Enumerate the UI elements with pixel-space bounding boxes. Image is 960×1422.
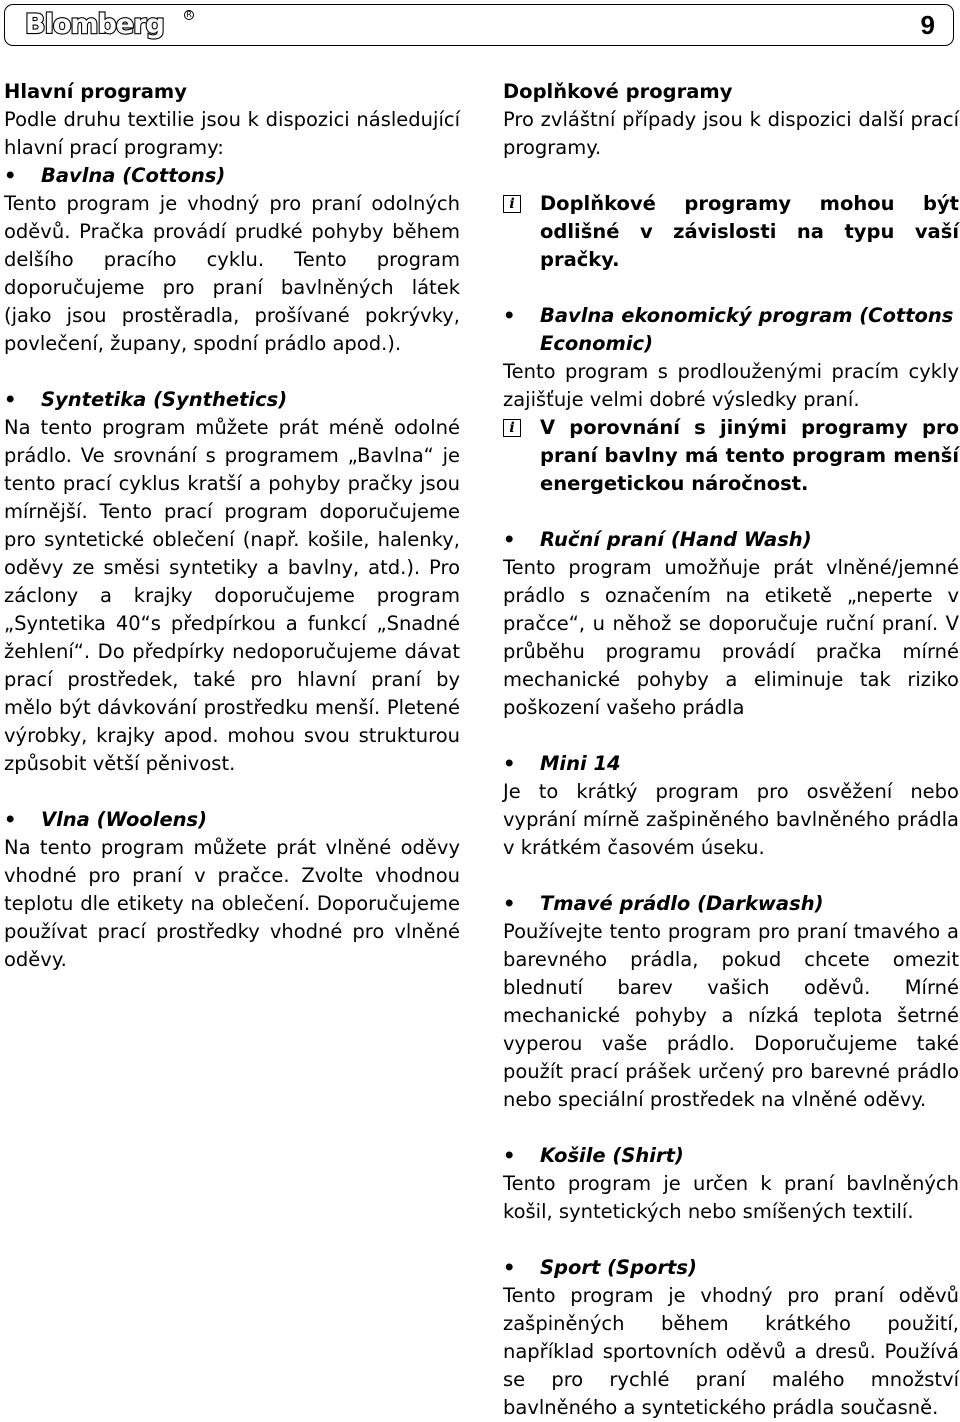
cottons-text: Tento program je vhodný pro praní odolných oděvů. Pračka provádí prudké pohyby během delšího pracího cyklu. Tento program doporučujeme pro praní bavlněných látek (jako jsou prostěradla, prošívané pokrývky, povlečení, župany, spodní prádlo apod.).	[4, 192, 460, 355]
bullet: •	[503, 1256, 516, 1279]
sports-title: • Sport (Sports)	[503, 1254, 959, 1282]
bullet: •	[503, 752, 516, 775]
additional-programs-intro: Pro zvláštní případy jsou k dispozici další prací programy.	[503, 108, 959, 159]
woolens-text: Na tento program můžete prát vlněné oděvy vhodné pro praní v pračce. Zvolte vhodnou teplotu dle etikety na oblečení. Doporučujeme používat prací prostředky vhodné pro vlněné oděvy.	[4, 836, 460, 971]
right-column	[503, 78, 959, 1422]
bullet: •	[4, 388, 17, 411]
hand-wash-title: • Ruční praní (Hand Wash)	[503, 526, 959, 554]
bullet: •	[503, 1144, 516, 1167]
synthetics-text: Na tento program můžete prát méně odolné prádlo. Ve srovnání s programem „Bavlna“ je tento prací cyklus kratší a pohyby pračky jsou mírnější. Tento prací program doporučujeme pro syntetické oblečení (např. košile, halenky, oděvy ze směsi syntetiky a bavlny, atd.). Pro záclony a krajky doporučujeme program „Syntetika 40“s předpírkou a funkcí „Snadné žehlení“. Do předpírky nedoporučujeme dávat prací prostředek, také pro hlavní praní by mělo být dávkování prostředku menší. Pletené výrobky, krajky apod. mohou svou strukturou způsobit větší pěnivost.	[4, 416, 460, 775]
cottons-title: • Bavlna (Cottons)	[4, 162, 460, 190]
bullet: •	[503, 892, 516, 915]
left-column	[4, 78, 460, 974]
cottons-economic-title: • Bavlna ekonomický program (Cottons Economic)	[503, 304, 954, 355]
main-programs-heading: Hlavní programy	[4, 80, 187, 103]
main-programs-intro: Podle druhu textilie jsou k dispozici následující hlavní prací programy:	[4, 108, 460, 159]
additional-programs-heading: Doplňkové programy	[503, 80, 733, 103]
cottons-economic-text: Tento program s prodlouženými pracím cykly zajišťuje velmi dobré výsledky praní.	[503, 360, 959, 411]
info-icon: i	[503, 195, 521, 213]
brand-logo: Blomberg	[25, 9, 164, 40]
synthetics-title: • Syntetika (Synthetics)	[4, 386, 460, 414]
darkwash-text: Používejte tento program pro praní tmavého a barevného prádla, pokud chcete omezit blednutí barev vašich oděvů. Mírné mechanické pohyby a nízká teplota šetrné vyperou vaše prádlo. Doporučujeme také použít prací prášek určený pro barevné prádlo nebo speciální prostředek na vlněné oděvy.	[503, 920, 959, 1111]
page-header	[4, 4, 954, 46]
info-note-1: i Doplňkové programy mohou být odlišné v závislosti na typu vaší pračky.	[503, 190, 959, 274]
shirt-title: • Košile (Shirt)	[503, 1142, 959, 1170]
hand-wash-text: Tento program umožňuje prát vlněné/jemné prádlo s označením na etiketě „neperte v pračce“, u něhož se doporučuje ruční praní. V průběhu programu provádí pračka mírné mechanické pohyby a eliminuje tak riziko poškození vašeho prádla	[503, 556, 959, 719]
registered-mark: R	[184, 10, 194, 20]
bullet: •	[503, 528, 516, 551]
info-icon: i	[503, 419, 521, 437]
info-note-2: i V porovnání s jinými programy pro praní bavlny má tento program menší energetickou náročnost.	[503, 414, 959, 498]
sports-text: Tento program je vhodný pro praní oděvů zašpiněných během krátkého použití, například sportovních oděvů a dresů. Používá se pro rychlé praní malého množství bavlněného a syntetického prádla současně.	[503, 1284, 959, 1419]
woolens-title: • Vlna (Woolens)	[4, 806, 460, 834]
mini-14-title: • Mini 14	[503, 750, 959, 778]
bullet: •	[4, 808, 17, 831]
page-number: 9	[920, 10, 935, 40]
mini-14-text: Je to krátký program pro osvěžení nebo vyprání mírně zašpiněného bavlněného prádla v krátkém časovém úseku.	[503, 780, 959, 859]
shirt-text: Tento program je určen k praní bavlněných košil, syntetických nebo smíšených textilí.	[503, 1172, 959, 1223]
bullet: •	[4, 164, 17, 187]
darkwash-title: • Tmavé prádlo (Darkwash)	[503, 890, 959, 918]
bullet: •	[503, 304, 516, 327]
